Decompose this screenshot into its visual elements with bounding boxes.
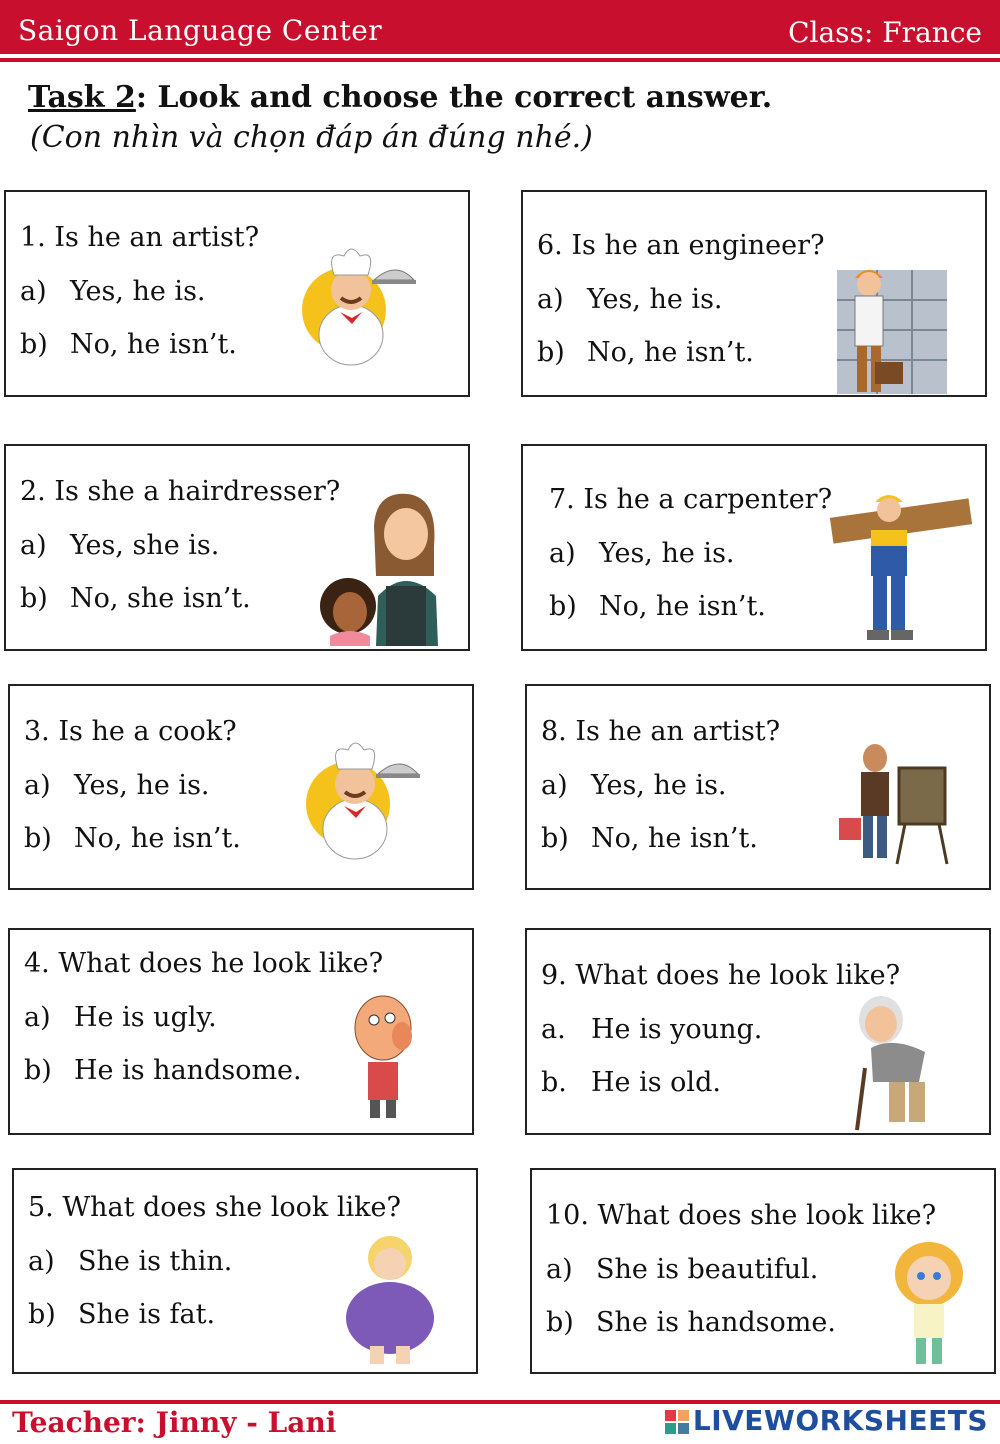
option-a[interactable] xyxy=(28,1246,232,1277)
question-box-7 xyxy=(521,444,987,651)
school-name: Saigon Language Center xyxy=(18,14,383,47)
option-letter: b) xyxy=(20,329,48,360)
question-text: 3. Is he a cook? xyxy=(24,716,237,747)
option-text: She is beautiful. xyxy=(596,1254,819,1285)
question-text: 5. What does she look like? xyxy=(28,1192,401,1223)
old-man-icon xyxy=(843,992,949,1132)
option-a[interactable] xyxy=(24,1002,217,1033)
option-letter: a) xyxy=(24,770,51,801)
fat-woman-icon xyxy=(340,1232,440,1368)
question-text: 6. Is he an engineer? xyxy=(537,230,825,261)
task-subtitle: (Con nhìn và chọn đáp án đúng nhé.) xyxy=(30,120,593,155)
option-text: Yes, he is. xyxy=(70,276,206,307)
brand-text: LIVEWORKSHEETS xyxy=(692,1404,988,1437)
question-text: 8. Is he an artist? xyxy=(541,716,781,747)
question-box-8 xyxy=(525,684,991,890)
option-letter: a) xyxy=(24,1002,51,1033)
option-a[interactable] xyxy=(541,1014,762,1045)
header-bar xyxy=(0,0,1000,54)
option-a[interactable] xyxy=(537,284,723,315)
chef-icon xyxy=(296,240,426,370)
question-text: 10. What does she look like? xyxy=(546,1200,937,1231)
liveworksheets-icon xyxy=(665,1410,689,1434)
question-box-4 xyxy=(8,928,474,1135)
option-text: He is old. xyxy=(591,1067,721,1098)
option-letter: b) xyxy=(546,1307,574,1338)
option-letter: a. xyxy=(541,1014,566,1045)
question-text: 4. What does he look like? xyxy=(24,948,384,979)
option-b[interactable] xyxy=(537,337,754,368)
option-text: She is thin. xyxy=(78,1246,233,1277)
option-a[interactable] xyxy=(549,538,735,569)
engineer-icon xyxy=(817,250,957,394)
option-letter: b) xyxy=(541,823,569,854)
hairdresser-icon xyxy=(316,486,446,646)
option-text: Yes, he is. xyxy=(599,538,735,569)
girl-icon xyxy=(884,1242,974,1368)
question-box-2 xyxy=(4,444,470,651)
option-text: No, he isn’t. xyxy=(70,329,237,360)
task-title xyxy=(28,80,772,115)
option-b[interactable] xyxy=(20,583,251,614)
option-letter: a) xyxy=(541,770,568,801)
option-a[interactable] xyxy=(24,770,210,801)
option-text: No, he isn’t. xyxy=(74,823,241,854)
teacher-name: Teacher: Jinny - Lani xyxy=(12,1406,337,1439)
option-a[interactable] xyxy=(20,530,219,561)
chef-icon xyxy=(300,734,430,864)
option-b[interactable] xyxy=(549,591,766,622)
option-a[interactable] xyxy=(546,1254,818,1285)
option-text: Yes, he is. xyxy=(591,770,727,801)
option-b[interactable] xyxy=(24,823,241,854)
task-instruction: : Look and choose the correct answer. xyxy=(135,80,773,115)
option-letter: a) xyxy=(20,276,47,307)
brand-logo xyxy=(665,1404,988,1437)
question-text: 7. Is he a carpenter? xyxy=(549,484,833,515)
question-box-6 xyxy=(521,190,987,397)
option-a[interactable] xyxy=(541,770,727,801)
option-text: She is fat. xyxy=(78,1299,216,1330)
question-box-3 xyxy=(8,684,474,890)
ugly-man-icon xyxy=(338,992,428,1122)
question-box-1 xyxy=(4,190,470,397)
option-text: No, he isn’t. xyxy=(599,591,766,622)
header-divider xyxy=(0,58,1000,62)
option-letter: b. xyxy=(541,1067,567,1098)
class-label: Class: France xyxy=(788,16,982,49)
question-box-9 xyxy=(525,928,991,1135)
painter-icon xyxy=(835,738,955,868)
question-text: 9. What does he look like? xyxy=(541,960,901,991)
option-text: Yes, he is. xyxy=(74,770,210,801)
question-text: 1. Is he an artist? xyxy=(20,222,260,253)
question-box-10 xyxy=(530,1168,996,1374)
option-text: No, he isn’t. xyxy=(591,823,758,854)
option-letter: b) xyxy=(549,591,577,622)
task-label: Task 2 xyxy=(28,80,136,115)
question-text: 2. Is she a hairdresser? xyxy=(20,476,341,507)
option-letter: a) xyxy=(546,1254,573,1285)
option-text: Yes, he is. xyxy=(587,284,723,315)
option-text: He is ugly. xyxy=(74,1002,217,1033)
option-letter: a) xyxy=(28,1246,55,1277)
option-text: He is handsome. xyxy=(74,1055,302,1086)
option-letter: b) xyxy=(537,337,565,368)
option-letter: a) xyxy=(537,284,564,315)
carpenter-icon xyxy=(823,490,975,646)
option-b[interactable] xyxy=(546,1307,836,1338)
option-text: No, he isn’t. xyxy=(587,337,754,368)
option-text: She is handsome. xyxy=(596,1307,836,1338)
option-text: Yes, she is. xyxy=(70,530,220,561)
option-b[interactable] xyxy=(28,1299,215,1330)
option-letter: b) xyxy=(24,823,52,854)
option-letter: a) xyxy=(549,538,576,569)
option-b[interactable] xyxy=(541,823,758,854)
option-letter: b) xyxy=(20,583,48,614)
option-a[interactable] xyxy=(20,276,206,307)
option-b[interactable] xyxy=(541,1067,721,1098)
option-b[interactable] xyxy=(20,329,237,360)
option-letter: b) xyxy=(28,1299,56,1330)
option-letter: a) xyxy=(20,530,47,561)
question-box-5 xyxy=(12,1168,478,1374)
option-b[interactable] xyxy=(24,1055,302,1086)
option-letter: b) xyxy=(24,1055,52,1086)
option-text: No, she isn’t. xyxy=(70,583,251,614)
option-text: He is young. xyxy=(591,1014,763,1045)
